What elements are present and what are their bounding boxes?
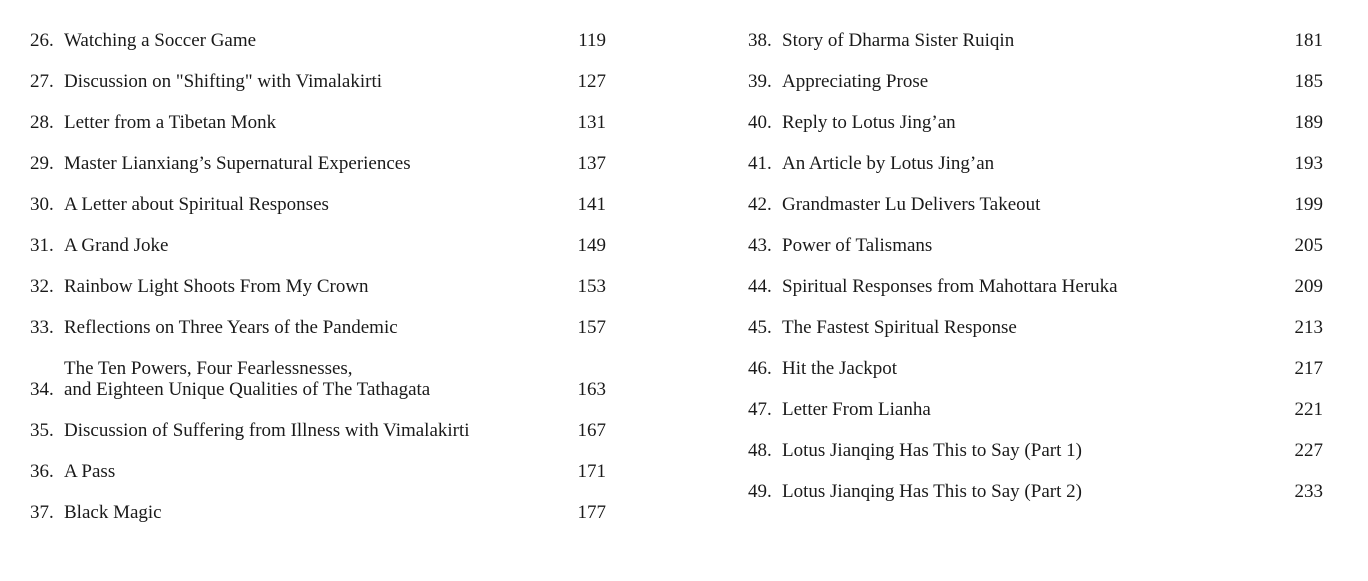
toc-entry-title-line: A Pass	[64, 461, 116, 482]
toc-entry-title-line: Reflections on Three Years of the Pandemic	[64, 317, 398, 338]
toc-entry-title-line: Letter from a Tibetan Monk	[64, 112, 277, 133]
toc-entry-title	[782, 276, 1295, 297]
toc-entry-title-line: The Fastest Spiritual Response	[782, 317, 1017, 338]
toc-left-column	[30, 30, 606, 543]
toc-entry-number: 48.	[748, 440, 772, 461]
toc-entry-title-line: Discussion on "Shifting" with Vimalakirti	[64, 71, 383, 92]
toc-entry	[748, 276, 1323, 297]
toc-entry-title	[782, 235, 1295, 256]
toc-entry-number: 34.	[30, 379, 54, 400]
toc-entry	[30, 276, 606, 297]
toc-entry-title	[64, 235, 578, 256]
toc-entry	[748, 358, 1323, 379]
toc-entry-page-number: 227	[1294, 440, 1323, 461]
toc-entry-page-number: 233	[1294, 481, 1323, 502]
toc-entry-page-number: 149	[577, 235, 606, 256]
toc-entry-title	[64, 420, 578, 441]
toc-entry-page-number: 221	[1294, 399, 1323, 420]
toc-entry-number: 39.	[748, 71, 772, 92]
toc-entry	[30, 420, 606, 441]
toc-entry-title	[64, 194, 578, 215]
toc-entry-number: 44.	[748, 276, 772, 297]
toc-entry-number: 47.	[748, 399, 772, 420]
toc-entry-number: 43.	[748, 235, 772, 256]
toc-entry	[30, 358, 606, 400]
toc-entry-title-line: Spiritual Responses from Mahottara Heruka	[782, 276, 1118, 297]
toc-entry-number: 31.	[30, 235, 54, 256]
toc-entry-page-number: 185	[1294, 71, 1323, 92]
toc-entry-title-line: The Ten Powers, Four Fearlessnesses,	[64, 358, 353, 379]
toc-entry-page-number: 137	[577, 153, 606, 174]
toc-entry-title	[782, 399, 1295, 420]
toc-entry-title-line: Lotus Jianqing Has This to Say (Part 2)	[782, 481, 1082, 502]
toc-entry-title-line: Letter From Lianha	[782, 399, 931, 420]
toc-entry	[748, 112, 1323, 133]
toc-entry	[30, 461, 606, 482]
toc-entry-number: 46.	[748, 358, 772, 379]
toc-entry	[30, 235, 606, 256]
toc-entry-number: 49.	[748, 481, 772, 502]
toc-entry-page-number: 177	[577, 502, 606, 523]
toc-entry-number: 41.	[748, 153, 772, 174]
toc-entry-title	[64, 502, 578, 523]
toc-entry-number: 29.	[30, 153, 54, 174]
toc-entry-title	[64, 30, 578, 51]
toc-entry	[748, 481, 1323, 502]
toc-entry	[748, 317, 1323, 338]
toc-entry-title-line: Watching a Soccer Game	[64, 30, 257, 51]
toc-entry	[30, 194, 606, 215]
toc-entry	[30, 502, 606, 523]
toc-entry	[748, 153, 1323, 174]
toc-entry-title-line: Hit the Jackpot	[782, 358, 898, 379]
toc-entry-title	[64, 112, 578, 133]
toc-entry-number: 32.	[30, 276, 54, 297]
toc-entry-number: 37.	[30, 502, 54, 523]
toc-entry-title-line: Black Magic	[64, 502, 162, 523]
toc-entry	[30, 30, 606, 51]
toc-entry-title	[782, 30, 1295, 51]
toc-entry-number: 45.	[748, 317, 772, 338]
toc-entry	[30, 112, 606, 133]
toc-entry	[30, 317, 606, 338]
toc-entry-page-number: 209	[1294, 276, 1323, 297]
toc-entry-title	[782, 440, 1295, 461]
toc-entry-title-line: Lotus Jianqing Has This to Say (Part 1)	[782, 440, 1082, 461]
toc-entry-page-number: 181	[1294, 30, 1323, 51]
toc-entry-number: 36.	[30, 461, 54, 482]
toc-entry-title-line: Grandmaster Lu Delivers Takeout	[782, 194, 1041, 215]
toc-entry-number: 38.	[748, 30, 772, 51]
toc-entry-title-line: A Letter about Spiritual Responses	[64, 194, 329, 215]
toc-entry-number: 28.	[30, 112, 54, 133]
toc-entry-title	[64, 461, 578, 482]
toc-entry	[748, 399, 1323, 420]
toc-right-column	[748, 30, 1323, 522]
toc-entry-page-number: 171	[577, 461, 606, 482]
toc-entry-title	[64, 317, 578, 338]
toc-entry-title-line: and Eighteen Unique Qualities of The Tathagata	[64, 379, 431, 400]
toc-entry-page-number: 167	[577, 420, 606, 441]
toc-entry-page-number: 213	[1294, 317, 1323, 338]
toc-entry-number: 40.	[748, 112, 772, 133]
toc-entry-page-number: 199	[1294, 194, 1323, 215]
toc-entry-number: 35.	[30, 420, 54, 441]
toc-entry	[748, 30, 1323, 51]
toc-entry-page-number: 163	[577, 379, 606, 400]
toc-entry-title	[64, 153, 578, 174]
toc-entry	[30, 71, 606, 92]
toc-entry-page-number: 189	[1294, 112, 1323, 133]
toc-entry-page-number: 141	[577, 194, 606, 215]
toc-entry-title-line: Power of Talismans	[782, 235, 933, 256]
toc-entry-title-line: Discussion of Suffering from Illness with Vimalakirti	[64, 420, 470, 441]
toc-entry-number: 33.	[30, 317, 54, 338]
toc-entry	[30, 153, 606, 174]
toc-entry-title	[782, 481, 1295, 502]
toc-entry-page-number: 119	[578, 30, 606, 51]
toc-entry-page-number: 157	[577, 317, 606, 338]
toc-entry	[748, 440, 1323, 461]
toc-entry-title-line: Reply to Lotus Jing’an	[782, 112, 956, 133]
toc-entry-title-line: A Grand Joke	[64, 235, 169, 256]
toc-entry-title	[782, 112, 1295, 133]
toc-entry-title	[782, 153, 1295, 174]
toc-entry-title-line: An Article by Lotus Jing’an	[782, 153, 995, 174]
toc-entry-page-number: 127	[577, 71, 606, 92]
toc-entry-title-line: Appreciating Prose	[782, 71, 929, 92]
toc-entry-page-number: 131	[577, 112, 606, 133]
toc-entry-title	[782, 358, 1295, 379]
toc-entry-number: 27.	[30, 71, 54, 92]
toc-entry-title-line: Master Lianxiang’s Supernatural Experiences	[64, 153, 411, 174]
toc-entry-number: 26.	[30, 30, 54, 51]
toc-entry	[748, 71, 1323, 92]
toc-entry-title	[64, 358, 578, 400]
toc-entry-page-number: 193	[1294, 153, 1323, 174]
toc-entry-title	[64, 276, 578, 297]
toc-entry	[748, 235, 1323, 256]
toc-entry-title	[64, 71, 578, 92]
toc-entry-title	[782, 194, 1295, 215]
toc-entry-number: 30.	[30, 194, 54, 215]
toc-entry-number: 42.	[748, 194, 772, 215]
toc-entry-title	[782, 317, 1295, 338]
toc-entry-title-line: Rainbow Light Shoots From My Crown	[64, 276, 369, 297]
toc-entry-title-line: Story of Dharma Sister Ruiqin	[782, 30, 1015, 51]
toc-entry-page-number: 153	[577, 276, 606, 297]
toc-entry	[748, 194, 1323, 215]
toc-entry-title	[782, 71, 1295, 92]
toc-entry-page-number: 217	[1294, 358, 1323, 379]
toc-entry-page-number: 205	[1294, 235, 1323, 256]
